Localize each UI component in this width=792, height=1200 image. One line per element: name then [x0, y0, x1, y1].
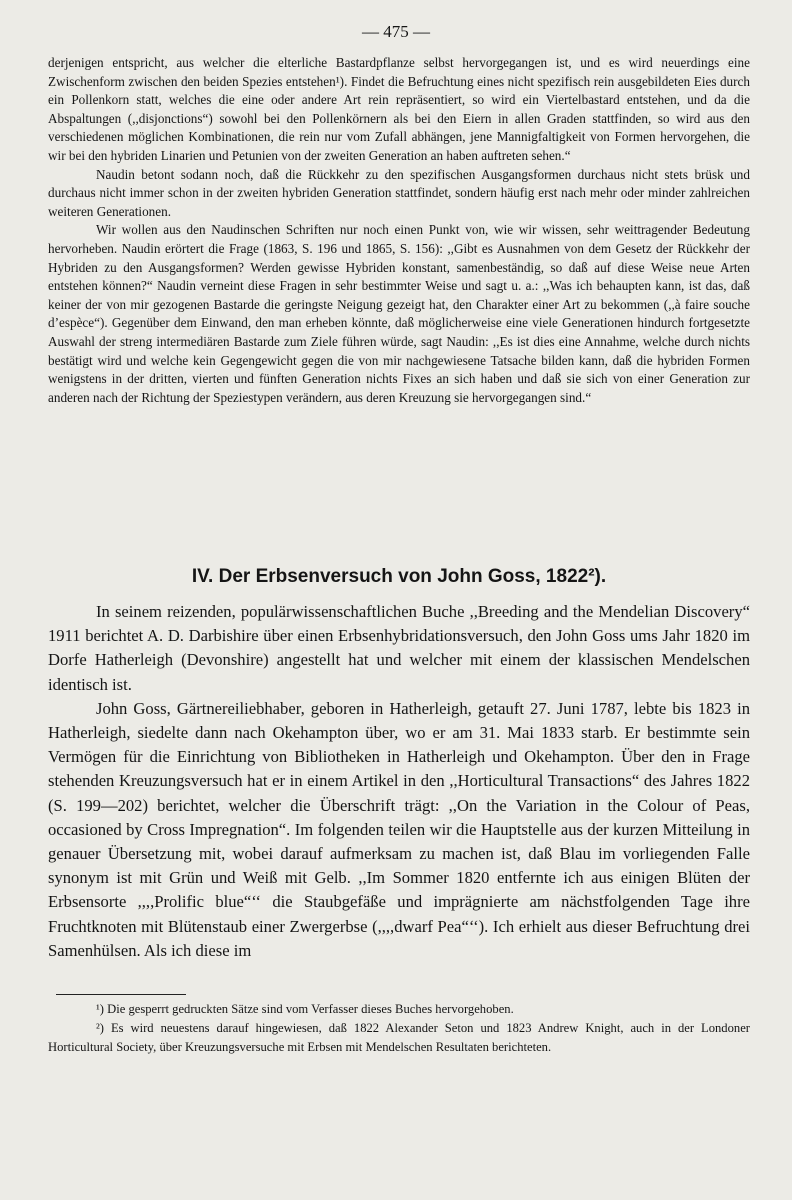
footnote-2: ²) Es wird neuestens darauf hingewiesen, daß 1822 Alexander Seton und 1823 Andrew Knight, auch in der Londoner Horticultural Society, über Kreuzungsversuche mit Erbsen mit Mendelschen Resultaten berichteten.: [48, 1021, 750, 1054]
section-heading: IV. Der Erbsenversuch von John Goss, 1822²).: [191, 566, 607, 587]
quote-paragraph-1: derjenigen entspricht, aus welcher die elterliche Bastardpflanze selbst hervorgegangen ist, und es wird neuerdings eine Zwischenform zwischen den beiden Spezies entstehen¹). Findet die Befruchtung eines nicht spezifisch rein ausgebildeten Eies durch ein Pollenkorn statt, welches die eine oder andere Art rein repräsentiert, so wird ein Viertelbastard entstehen, und da die Abspaltungen (,,disjonctions“) sowohl bei den Pollenkörnern als bei den Eiern in allen Graden stattfinden, so wird aus den verschiedenen möglichen Kombinationen, die rein nur vom Zufall abhängen, jene Mannigfaltigkeit von Formen hervorgehen, die wir bei den hybriden Linarien und Petunien von der zweiten Generation an haben auftreten sehen.“: [48, 55, 750, 163]
quote-paragraph-3: Wir wollen aus den Naudinschen Schriften nur noch einen Punkt von, wie wir wissen, sehr weittragender Bedeutung hervorheben. Naudin erörtert die Frage (1863, S. 196 und 1865, S. 156): ,,Gibt es Ausnahmen von dem Gesetz der Rückkehr der Hybriden zu den Ausgangsformen? Werden gewisse Hybriden konstant, samenbeständig, so daß auf diese Weise neue Arten entstehen können?“ Naudin verneint diese Fragen in sehr bestimmter Weise und sagt u. a.: ,,Was ich behaupten kann, ist das, daß keiner der von mir gezogenen Bastarde die geringste Neigung gezeigt hat, den Charakter einer Art zu bekommen (,,à faire souche d’espèce“). Gegenüber dem Einwand, den man erheben könnte, daß möglicherweise eine viele Generationen hindurch fortgesetzte Auswahl der streng intermediären Bastarde zum Ziele führen würde, sagt Naudin: ,,Es ist dies eine Annahme, welche durch nichts bestätigt wird und welche kein Gegengewicht gegen die von mir nachgewiesene Tatsache bilden kann, daß die hybriden Formen wenigstens in der dritten, vierten und fünften Generation nichts Fixes an sich haben und daß sie sich von einer Generation zur anderen nach der Richtung der Speziestypen verändern, aus deren Kreuzung sie hervorgegangen sind.“: [48, 222, 750, 405]
page-number: — 475 —: [362, 22, 430, 41]
footnote-1: ¹) Die gesperrt gedruckten Sätze sind vom Verfasser dieses Buches hervorgehoben.: [96, 1002, 514, 1016]
body-paragraph-2: John Goss, Gärtnereiliebhaber, geboren in Hatherleigh, getauft 27. Juni 1787, lebte bis 1823 in Hatherleigh, siedelte dann nach Okehampton über, wo er am 31. Mai 1833 starb. Er bestimmte sein Vermögen für die Einrichtung von Bibliotheken in Hatherleigh und Okehampton. Über den in Frage stehenden Kreuzungsversuch hat er in einem Artikel in den ,,Horticultural Transactions“ des Jahres 1822 (S. 199—202) berichtet, welcher die Überschrift trägt: ,,On the Variation in the Colour of Peas, occasioned by Cross Impregnation“. Im folgenden teilen wir die Hauptstelle aus der kurzen Mitteilung in genauer Übersetzung mit, wobei darauf aufmerksam zu machen ist, daß Blau im vorliegenden Falle synonym ist mit Grün und Weiß mit Gelb. ,,Im Sommer 1820 entfernte ich aus einigen Blüten der Erbsensorte ,,,,Prolific blue“‘‘ die Staubgefäße und imprägnierte am nächstfolgenden Tage ihre Fruchtknoten mit Blütenstaub einer Zwergerbse (,,,,dwarf Pea“‘‘). Ich erhielt aus dieser Befruchtung drei Samenhülsen. Als ich diese im: [48, 698, 750, 960]
footnotes: [48, 1000, 750, 1057]
quoted-passage: [48, 54, 750, 407]
footnote-rule: [56, 994, 186, 995]
body-text: [48, 600, 750, 963]
quote-paragraph-2: Naudin betont sodann noch, daß die Rückkehr zu den spezifischen Ausgangsformen durchaus nicht stets brüsk und durchaus nicht immer schon in der zweiten hybriden Generation stattfindet, sondern häufig erst nach mehr oder minder zahlreichen weiteren Generationen.: [48, 166, 750, 219]
body-paragraph-1: In seinem reizenden, populärwissenschaftlichen Buche ,,Breeding and the Mendelian Discovery“ 1911 berichtet A. D. Darbishire über einen Erbsenhybridationsversuch, den John Goss ums Jahr 1820 im Dorfe Hatherleigh (Devonshire) angestellt hat und welcher mit einem der klassischen Mendelschen identisch ist.: [48, 602, 750, 694]
